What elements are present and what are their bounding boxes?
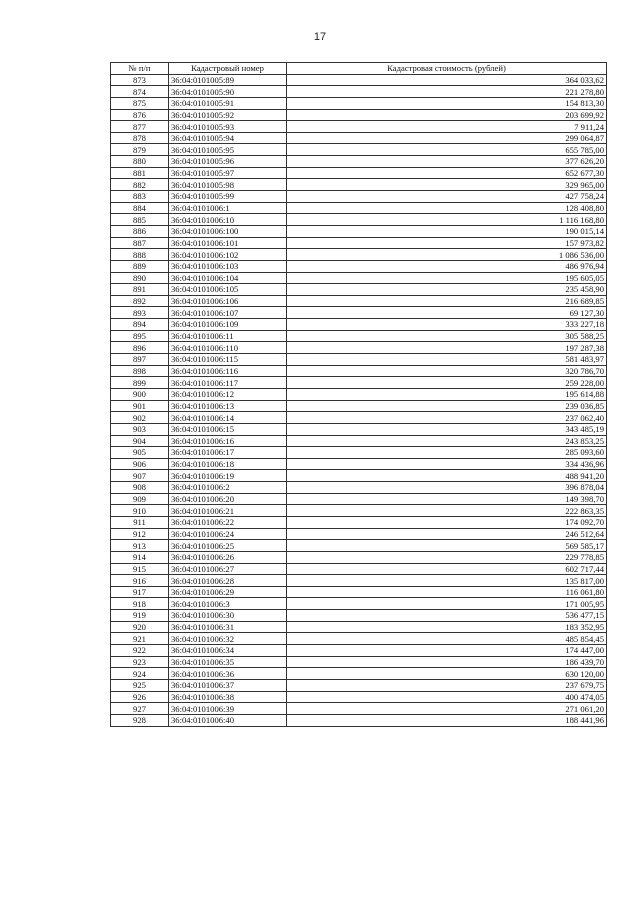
cell-cadastral-number: 36:04:0101006:18 [169, 458, 287, 470]
table-row [111, 703, 607, 715]
table-row [111, 295, 607, 307]
table-row [111, 144, 607, 156]
cell-cadastral-value: 195 614,88 [287, 388, 607, 400]
table-row [111, 191, 607, 203]
table-row [111, 668, 607, 680]
cell-row-number: 920 [111, 621, 169, 633]
cell-cadastral-number: 36:04:0101006:2 [169, 482, 287, 494]
cell-cadastral-number: 36:04:0101006:22 [169, 516, 287, 528]
cell-cadastral-value: 334 436,96 [287, 458, 607, 470]
table-row [111, 400, 607, 412]
cell-row-number: 905 [111, 447, 169, 459]
cell-row-number: 887 [111, 237, 169, 249]
cell-cadastral-number: 36:04:0101005:93 [169, 121, 287, 133]
cell-row-number: 892 [111, 295, 169, 307]
table-row [111, 633, 607, 645]
cell-row-number: 911 [111, 516, 169, 528]
table-row [111, 121, 607, 133]
cell-row-number: 897 [111, 354, 169, 366]
cell-cadastral-value: 602 717,44 [287, 563, 607, 575]
cell-cadastral-value: 246 512,64 [287, 528, 607, 540]
cell-cadastral-value: 186 439,70 [287, 656, 607, 668]
table-row [111, 179, 607, 191]
cell-row-number: 902 [111, 412, 169, 424]
table-row [111, 423, 607, 435]
cell-row-number: 927 [111, 703, 169, 715]
cell-cadastral-value: 1 086 536,00 [287, 249, 607, 261]
table-row [111, 319, 607, 331]
cell-cadastral-value: 216 689,85 [287, 295, 607, 307]
table-row [111, 528, 607, 540]
header-cadastral-number: Кадастровый номер [169, 63, 287, 75]
cell-cadastral-value: 154 813,30 [287, 97, 607, 109]
cell-row-number: 874 [111, 86, 169, 98]
cell-cadastral-value: 581 483,97 [287, 354, 607, 366]
cell-cadastral-number: 36:04:0101005:97 [169, 167, 287, 179]
cell-row-number: 913 [111, 540, 169, 552]
cell-cadastral-number: 36:04:0101006:15 [169, 423, 287, 435]
table-row [111, 493, 607, 505]
cell-cadastral-value: 197 287,38 [287, 342, 607, 354]
table-row [111, 388, 607, 400]
cell-row-number: 875 [111, 97, 169, 109]
cell-cadastral-number: 36:04:0101006:104 [169, 272, 287, 284]
cell-cadastral-value: 305 588,25 [287, 330, 607, 342]
cell-cadastral-number: 36:04:0101006:100 [169, 225, 287, 237]
cell-cadastral-value: 299 064,87 [287, 132, 607, 144]
table-row [111, 691, 607, 703]
cell-cadastral-number: 36:04:0101006:101 [169, 237, 287, 249]
header-row [111, 63, 607, 75]
cell-cadastral-number: 36:04:0101006:110 [169, 342, 287, 354]
page-number: 17 [313, 31, 327, 43]
table-row [111, 214, 607, 226]
cell-row-number: 921 [111, 633, 169, 645]
cell-cadastral-number: 36:04:0101006:115 [169, 354, 287, 366]
cell-row-number: 915 [111, 563, 169, 575]
cell-cadastral-value: 271 061,20 [287, 703, 607, 715]
cell-cadastral-number: 36:04:0101006:102 [169, 249, 287, 261]
cell-row-number: 904 [111, 435, 169, 447]
cell-cadastral-number: 36:04:0101005:90 [169, 86, 287, 98]
table-row [111, 225, 607, 237]
cell-cadastral-value: 569 585,17 [287, 540, 607, 552]
table-row [111, 365, 607, 377]
cell-cadastral-value: 1 116 168,80 [287, 214, 607, 226]
cell-row-number: 894 [111, 319, 169, 331]
table-row [111, 330, 607, 342]
cell-cadastral-value: 329 965,00 [287, 179, 607, 191]
cell-cadastral-value: 488 941,20 [287, 470, 607, 482]
table-row [111, 167, 607, 179]
cell-cadastral-number: 36:04:0101006:117 [169, 377, 287, 389]
cell-cadastral-value: 243 853,25 [287, 435, 607, 447]
cell-cadastral-value: 188 441,96 [287, 714, 607, 726]
cell-cadastral-value: 333 227,18 [287, 319, 607, 331]
cell-row-number: 922 [111, 645, 169, 657]
cell-cadastral-number: 36:04:0101006:39 [169, 703, 287, 715]
cell-cadastral-value: 203 699,92 [287, 109, 607, 121]
cell-row-number: 895 [111, 330, 169, 342]
cell-row-number: 917 [111, 586, 169, 598]
cell-cadastral-value: 343 485,19 [287, 423, 607, 435]
table-row [111, 249, 607, 261]
cell-row-number: 881 [111, 167, 169, 179]
cell-row-number: 916 [111, 575, 169, 587]
cell-row-number: 925 [111, 679, 169, 691]
cell-cadastral-number: 36:04:0101006:103 [169, 260, 287, 272]
cell-cadastral-value: 655 785,00 [287, 144, 607, 156]
table-header [111, 63, 607, 75]
table-row [111, 679, 607, 691]
header-cadastral-value: Кадастровая стоимость (рублей) [287, 63, 607, 75]
cell-cadastral-number: 36:04:0101006:3 [169, 598, 287, 610]
cell-row-number: 928 [111, 714, 169, 726]
cell-row-number: 923 [111, 656, 169, 668]
cell-row-number: 910 [111, 505, 169, 517]
table-row [111, 586, 607, 598]
table-row [111, 551, 607, 563]
cell-cadastral-value: 320 786,70 [287, 365, 607, 377]
cell-cadastral-number: 36:04:0101006:28 [169, 575, 287, 587]
cell-row-number: 893 [111, 307, 169, 319]
cell-cadastral-number: 36:04:0101006:16 [169, 435, 287, 447]
cell-cadastral-value: 396 878,04 [287, 482, 607, 494]
cell-cadastral-value: 485 854,45 [287, 633, 607, 645]
table-row [111, 458, 607, 470]
cell-cadastral-value: 239 036,85 [287, 400, 607, 412]
cell-cadastral-number: 36:04:0101006:26 [169, 551, 287, 563]
table-row [111, 412, 607, 424]
cadastral-value-table [110, 62, 607, 727]
cell-cadastral-value: 116 061,80 [287, 586, 607, 598]
cell-cadastral-number: 36:04:0101006:35 [169, 656, 287, 668]
cell-row-number: 908 [111, 482, 169, 494]
table-row [111, 156, 607, 168]
cell-row-number: 918 [111, 598, 169, 610]
cell-cadastral-number: 36:04:0101006:29 [169, 586, 287, 598]
cell-row-number: 889 [111, 260, 169, 272]
cell-cadastral-value: 128 408,80 [287, 202, 607, 214]
cell-cadastral-number: 36:04:0101005:94 [169, 132, 287, 144]
cell-cadastral-value: 174 092,70 [287, 516, 607, 528]
cell-row-number: 891 [111, 284, 169, 296]
table-row [111, 563, 607, 575]
cell-row-number: 898 [111, 365, 169, 377]
cell-cadastral-value: 183 352,95 [287, 621, 607, 633]
cell-cadastral-number: 36:04:0101006:38 [169, 691, 287, 703]
cell-cadastral-number: 36:04:0101006:1 [169, 202, 287, 214]
table-row [111, 260, 607, 272]
cell-cadastral-value: 400 474,05 [287, 691, 607, 703]
cell-cadastral-number: 36:04:0101006:32 [169, 633, 287, 645]
table-row [111, 86, 607, 98]
cell-row-number: 883 [111, 191, 169, 203]
table-row [111, 645, 607, 657]
cell-row-number: 901 [111, 400, 169, 412]
cell-cadastral-value: 190 015,14 [287, 225, 607, 237]
cell-cadastral-number: 36:04:0101006:11 [169, 330, 287, 342]
cell-cadastral-value: 157 973,82 [287, 237, 607, 249]
cell-row-number: 926 [111, 691, 169, 703]
table-row [111, 621, 607, 633]
cell-row-number: 906 [111, 458, 169, 470]
cell-cadastral-value: 486 976,94 [287, 260, 607, 272]
cell-cadastral-number: 36:04:0101006:13 [169, 400, 287, 412]
cell-cadastral-value: 195 605,05 [287, 272, 607, 284]
cell-row-number: 879 [111, 144, 169, 156]
cell-cadastral-number: 36:04:0101006:17 [169, 447, 287, 459]
cell-row-number: 877 [111, 121, 169, 133]
cell-row-number: 909 [111, 493, 169, 505]
cell-cadastral-number: 36:04:0101006:10 [169, 214, 287, 226]
cell-row-number: 903 [111, 423, 169, 435]
table-row [111, 109, 607, 121]
cell-cadastral-number: 36:04:0101005:92 [169, 109, 287, 121]
cell-cadastral-value: 171 005,95 [287, 598, 607, 610]
cell-cadastral-value: 222 863,35 [287, 505, 607, 517]
cell-row-number: 924 [111, 668, 169, 680]
table-row [111, 435, 607, 447]
table-row [111, 447, 607, 459]
cell-row-number: 900 [111, 388, 169, 400]
table-row [111, 575, 607, 587]
cell-cadastral-number: 36:04:0101006:107 [169, 307, 287, 319]
cell-row-number: 880 [111, 156, 169, 168]
cell-row-number: 886 [111, 225, 169, 237]
cell-row-number: 919 [111, 610, 169, 622]
cell-cadastral-number: 36:04:0101006:36 [169, 668, 287, 680]
cell-cadastral-value: 630 120,00 [287, 668, 607, 680]
cell-row-number: 882 [111, 179, 169, 191]
cell-cadastral-value: 221 278,80 [287, 86, 607, 98]
table-row [111, 482, 607, 494]
cell-cadastral-number: 36:04:0101006:12 [169, 388, 287, 400]
cell-cadastral-value: 259 228,00 [287, 377, 607, 389]
cell-cadastral-number: 36:04:0101005:91 [169, 97, 287, 109]
cell-cadastral-number: 36:04:0101006:31 [169, 621, 287, 633]
cell-cadastral-number: 36:04:0101005:95 [169, 144, 287, 156]
table-row [111, 714, 607, 726]
table-row [111, 540, 607, 552]
table-row [111, 516, 607, 528]
table-row [111, 656, 607, 668]
cell-row-number: 896 [111, 342, 169, 354]
table-row [111, 284, 607, 296]
cell-row-number: 888 [111, 249, 169, 261]
cell-cadastral-value: 135 817,00 [287, 575, 607, 587]
cell-cadastral-value: 427 758,24 [287, 191, 607, 203]
cell-row-number: 890 [111, 272, 169, 284]
cell-cadastral-value: 235 458,90 [287, 284, 607, 296]
cell-cadastral-number: 36:04:0101006:34 [169, 645, 287, 657]
table-row [111, 307, 607, 319]
cell-cadastral-number: 36:04:0101006:109 [169, 319, 287, 331]
table-row [111, 97, 607, 109]
cell-cadastral-value: 377 626,20 [287, 156, 607, 168]
cell-cadastral-value: 69 127,30 [287, 307, 607, 319]
cell-cadastral-number: 36:04:0101006:40 [169, 714, 287, 726]
table-row [111, 237, 607, 249]
cell-row-number: 907 [111, 470, 169, 482]
cell-cadastral-value: 149 398,70 [287, 493, 607, 505]
cell-cadastral-value: 229 778,85 [287, 551, 607, 563]
cell-cadastral-value: 174 447,00 [287, 645, 607, 657]
table-row [111, 132, 607, 144]
cell-cadastral-number: 36:04:0101005:98 [169, 179, 287, 191]
table-row [111, 272, 607, 284]
cell-row-number: 873 [111, 74, 169, 86]
table-row [111, 377, 607, 389]
cell-cadastral-value: 237 679,75 [287, 679, 607, 691]
cell-cadastral-number: 36:04:0101005:99 [169, 191, 287, 203]
cell-row-number: 899 [111, 377, 169, 389]
cell-cadastral-value: 536 477,15 [287, 610, 607, 622]
table-row [111, 505, 607, 517]
table-row [111, 598, 607, 610]
cell-cadastral-value: 364 033,62 [287, 74, 607, 86]
table-body [111, 74, 607, 726]
cell-cadastral-value: 237 062,40 [287, 412, 607, 424]
cell-cadastral-number: 36:04:0101006:20 [169, 493, 287, 505]
cell-row-number: 884 [111, 202, 169, 214]
table-row [111, 354, 607, 366]
table-row [111, 202, 607, 214]
table-row [111, 470, 607, 482]
cell-cadastral-number: 36:04:0101006:24 [169, 528, 287, 540]
cell-row-number: 914 [111, 551, 169, 563]
cell-cadastral-number: 36:04:0101005:96 [169, 156, 287, 168]
cell-row-number: 912 [111, 528, 169, 540]
table-row [111, 74, 607, 86]
table-row [111, 342, 607, 354]
cell-cadastral-number: 36:04:0101006:21 [169, 505, 287, 517]
cell-cadastral-number: 36:04:0101006:25 [169, 540, 287, 552]
cell-row-number: 876 [111, 109, 169, 121]
cell-cadastral-number: 36:04:0101006:37 [169, 679, 287, 691]
cell-row-number: 885 [111, 214, 169, 226]
cell-cadastral-value: 7 911,24 [287, 121, 607, 133]
cell-cadastral-number: 36:04:0101006:14 [169, 412, 287, 424]
cell-cadastral-value: 285 093,60 [287, 447, 607, 459]
header-row-number: № п/п [111, 63, 169, 75]
cell-cadastral-number: 36:04:0101006:19 [169, 470, 287, 482]
cell-cadastral-number: 36:04:0101006:106 [169, 295, 287, 307]
table-row [111, 610, 607, 622]
cell-cadastral-number: 36:04:0101006:105 [169, 284, 287, 296]
cell-cadastral-number: 36:04:0101006:30 [169, 610, 287, 622]
cell-cadastral-number: 36:04:0101005:89 [169, 74, 287, 86]
cell-row-number: 878 [111, 132, 169, 144]
cell-cadastral-number: 36:04:0101006:116 [169, 365, 287, 377]
cell-cadastral-value: 652 677,30 [287, 167, 607, 179]
cell-cadastral-number: 36:04:0101006:27 [169, 563, 287, 575]
